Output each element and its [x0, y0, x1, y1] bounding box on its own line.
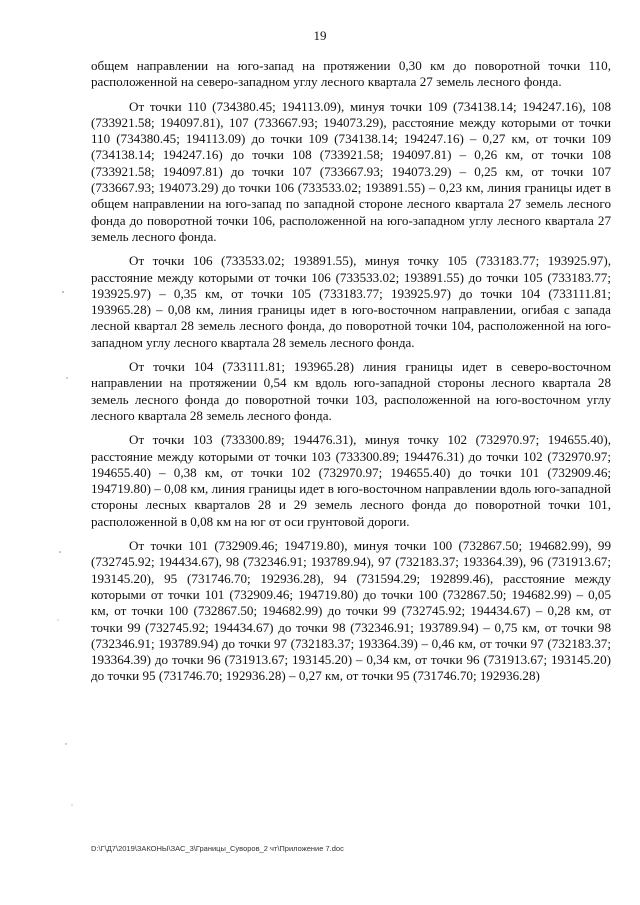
page-number: 19 — [313, 28, 327, 43]
paragraph: От точки 110 (734380.45; 194113.09), минуя точки 109 (734138.14; 194247.16), 108 (733921.58; 194097.81), 107 (733667.93; 194073.29), расстояние между которыми от точки 110 (734380.45; 194113.09) до точки 109 (734138.14; 194247.16) – 0,27 км, от точки 109 (734138.14; 194247.16) до точки 108 (733921.58; 194097.81) – 0,26 км, от точки 108 (733921.58; 194097.81) до точки 107 (733667.93; 194073.29) – 0,25 км, от точки 107 (733667.93; 194073.29) до точки 106 (733533.02; 193891.55) – 0,23 км, линия границы идет в общем направлении на юго-запад по западной стороне лесного квартала 27 земель лесного фонда до поворотной точки 106, расположенной на юго-западном углу лесного квартала 27 земель лесного фонда. — [91, 98, 611, 244]
paragraph: От точки 106 (733533.02; 193891.55), минуя точку 105 (733183.77; 193925.97), расстояние между которыми от точки 106 (733533.02; 193891.55) до точки 105 (733183.77; 193925.97) – 0,35 км, от точки 105 (733183.77; 193925.97) до точки 104 (733111.81; 193965.28) – 0,08 км, линия границы идет в юго-восточном направлении, огибая с запада лесной квартал 28 земель лесного фонда, до поворотной точки 104, расположенной на юго-западном углу лесного квартала 28 земель лесного фонда. — [91, 253, 611, 350]
paragraph: От точки 101 (732909.46; 194719.80), минуя точки 100 (732867.50; 194682.99), 99 (732745.92; 194434.67), 98 (732346.91; 193789.94), 97 (732183.37; 193364.39), 96 (731913.67; 193145.20), 95 (731746.70; 192936.28), 94 (731594.29; 192899.46), расстояние между которыми от точки 101 (732909.46; 194719.80) до точки 100 (732867.50; 194682.99) – 0,05 км, от точки 100 (732867.50; 194682.99) до точки 99 (732745.92; 194434.67) – 0,28 км, от точки 99 (732745.92; 194434.67) до точки 98 (732346.91; 193789.94) – 0,75 км, от точки 98 (732346.91; 193789.94) до точки 97 (732183.37; 193364.39) – 0,46 км, от точки 97 (732183.37; 193364.39) до точки 96 (731913.67; 193145.20) – 0,34 км, от точки 96 (731913.67; 193145.20) до точки 95 (731746.70; 192936.28) – 0,27 км, от точки 95 (731746.70; 192936.28) — [91, 538, 611, 684]
paragraph: От точки 104 (733111.81; 193965.28) линия границы идет в северо-восточном направлении на протяжении 0,54 км вдоль юго-западной стороны лесного квартала 28 земель лесного фонда до поворотной точки 103, расположенной на юго-восточном углу лесного квартала 28 земель лесного фонда. — [91, 359, 611, 423]
paragraph-continuation: общем направлении на юго-запад на протяжении 0,30 км до поворотной точки 110, расположенной на северо-западном углу лесного квартала 27 земель лесного фонда. — [91, 58, 611, 90]
footer-file-path: D:\Г\Д7\2019\ЗАКОНЫ\ЗАС_3\Границы_Суворов_2 чт\Приложение 7.doc — [91, 844, 344, 853]
paragraph: От точки 103 (733300.89; 194476.31), минуя точку 102 (732970.97; 194655.40), расстояние между которыми от точки 103 (733300.89; 194476.31) до точки 102 (732970.97; 194655.40) – 0,38 км, от точки 102 (732970.97; 194655.40) до точки 101 (732909.46; 194719.80) – 0,08 км, линия границы идет в юго-восточном направлении вдоль юго-западной стороны лесных кварталов 28 и 29 земель лесного фонда до поворотной точки 101, расположенной в 0,08 км на юг от оси грунтовой дороги. — [91, 432, 611, 529]
body-text — [91, 58, 611, 693]
